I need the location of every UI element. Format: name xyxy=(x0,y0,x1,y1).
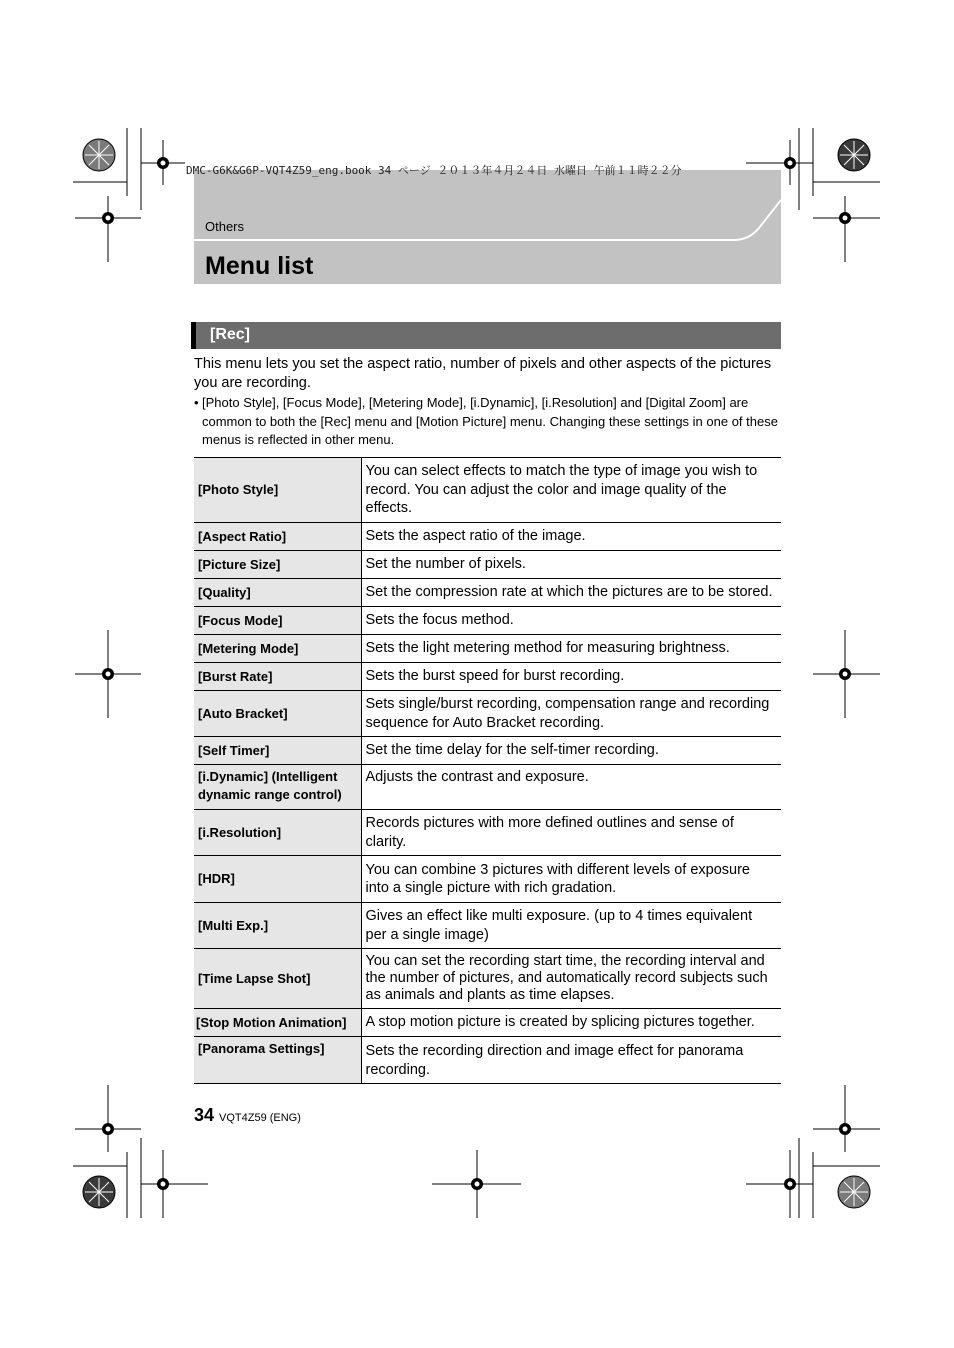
menu-item-name: [Stop Motion Animation] xyxy=(194,1009,361,1037)
table-row xyxy=(194,949,781,1009)
menu-item-name: [Metering Mode] xyxy=(194,635,361,663)
menu-item-description: Sets the focus method. xyxy=(361,607,781,635)
menu-item-description: Set the number of pixels. xyxy=(361,551,781,579)
menu-item-description: You can select effects to match the type of image you wish to record. You can adjust the color and image quality of the effects. xyxy=(361,458,781,523)
menu-item-description: Sets the aspect ratio of the image. xyxy=(361,523,781,551)
menu-item-name: [HDR] xyxy=(194,856,361,903)
print-header: DMC-G6K&G6P-VQT4Z59_eng.book 34 ページ ２０１３年４月２４日 水曜日 午前１１時２２分 xyxy=(186,164,682,177)
menu-item-description: You can set the recording start time, the recording interval and the number of pictures, and automatically record subjects such as animals and plants as time elapses. xyxy=(361,949,781,1009)
menu-item-name: [Aspect Ratio] xyxy=(194,523,361,551)
menu-table xyxy=(194,457,781,1084)
menu-item-name: [Burst Rate] xyxy=(194,663,361,691)
document-code: VQT4Z59 (ENG) xyxy=(219,1112,301,1124)
menu-item-description: Sets the recording direction and image effect for panorama recording. xyxy=(361,1037,781,1084)
section-label: Others xyxy=(205,219,245,234)
menu-item-description: Set the time delay for the self-timer recording. xyxy=(361,737,781,765)
table-row xyxy=(194,523,781,551)
menu-item-description: Sets single/burst recording, compensation range and recording sequence for Auto Bracket recording. xyxy=(361,691,781,737)
menu-item-name: [i.Dynamic] (Intelligent dynamic range control) xyxy=(194,765,361,810)
intro-text: This menu lets you set the aspect ratio, number of pixels and other aspects of the pictures you are recording. xyxy=(194,356,772,391)
table-row xyxy=(194,1009,781,1037)
table-row xyxy=(194,635,781,663)
table-row xyxy=(194,691,781,737)
bullet-icon: • xyxy=(194,395,199,410)
menu-item-name: [Self Timer] xyxy=(194,737,361,765)
menu-item-name: [Panorama Settings] xyxy=(194,1037,361,1084)
rec-heading-bar xyxy=(191,322,781,349)
table-row xyxy=(194,737,781,765)
menu-item-name: [Quality] xyxy=(194,579,361,607)
menu-item-name: [i.Resolution] xyxy=(194,810,361,856)
menu-item-description: A stop motion picture is created by splicing pictures together. xyxy=(361,1009,781,1037)
table-row xyxy=(194,551,781,579)
menu-item-name: [Auto Bracket] xyxy=(194,691,361,737)
menu-item-name: [Time Lapse Shot] xyxy=(194,949,361,1009)
note xyxy=(194,394,782,450)
table-row xyxy=(194,458,781,523)
menu-item-description: Set the compression rate at which the pictures are to be stored. xyxy=(361,579,781,607)
table-row xyxy=(194,765,781,810)
note-text: [Photo Style], [Focus Mode], [Metering Mode], [i.Dynamic], [i.Resolution] and [Digital Zoom] are common to both the [Rec] menu and [Motion Picture] menu. Changing these settings in one of these menus is reflected in other menu. xyxy=(202,395,778,447)
rec-heading: [Rec] xyxy=(210,326,251,343)
menu-item-name: [Focus Mode] xyxy=(194,607,361,635)
table-row xyxy=(194,607,781,635)
menu-item-name: [Photo Style] xyxy=(194,458,361,523)
table-row xyxy=(194,1037,781,1084)
page-number: 34 xyxy=(194,1105,215,1125)
menu-item-description: Adjusts the contrast and exposure. xyxy=(361,765,781,810)
table-row xyxy=(194,903,781,949)
menu-item-description: You can combine 3 pictures with different levels of exposure into a single picture with rich gradation. xyxy=(361,856,781,903)
table-row xyxy=(194,579,781,607)
menu-item-description: Records pictures with more defined outlines and sense of clarity. xyxy=(361,810,781,856)
menu-item-description: Sets the burst speed for burst recording. xyxy=(361,663,781,691)
menu-item-name: [Multi Exp.] xyxy=(194,903,361,949)
table-row xyxy=(194,856,781,903)
menu-item-description: Sets the light metering method for measuring brightness. xyxy=(361,635,781,663)
table-row xyxy=(194,663,781,691)
page-title: Menu list xyxy=(205,252,314,280)
table-row xyxy=(194,810,781,856)
menu-item-name: [Picture Size] xyxy=(194,551,361,579)
menu-item-description: Gives an effect like multi exposure. (up to 4 times equivalent per a single image) xyxy=(361,903,781,949)
